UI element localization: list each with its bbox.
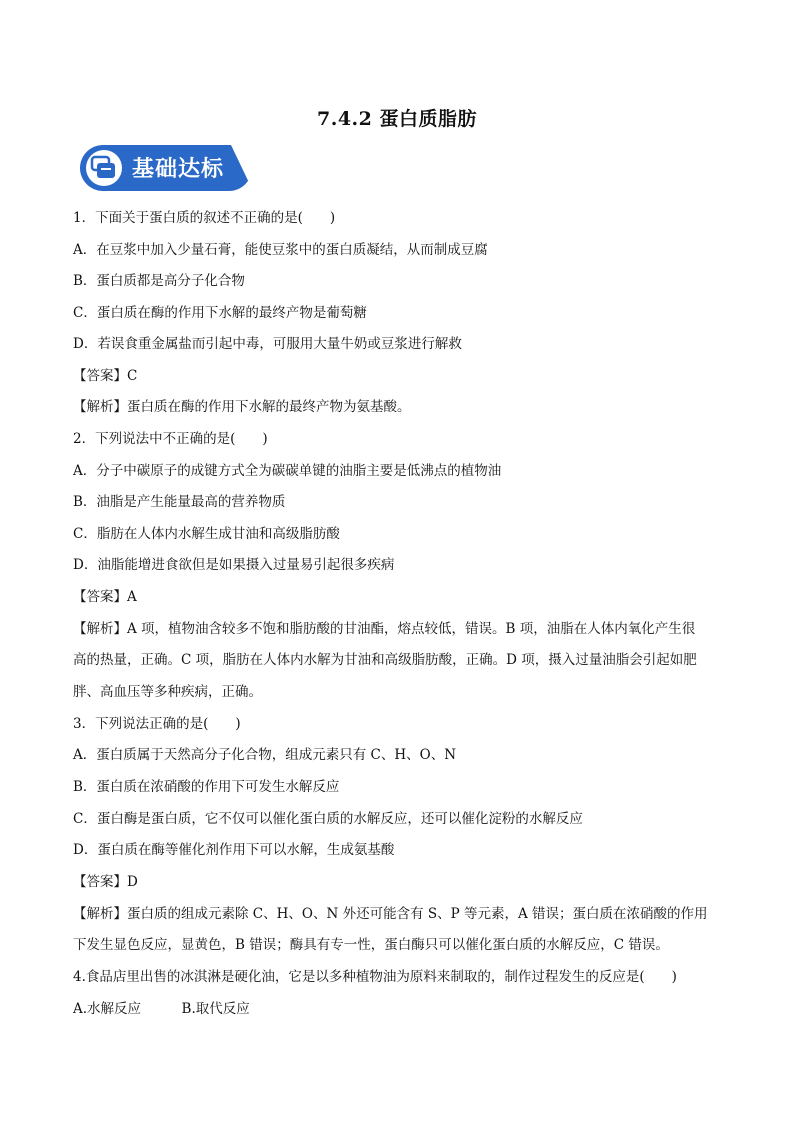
question-4-stem: 4.食品店里出售的冰淇淋是硬化油，它是以多种植物油为原料来制取的，制作过程发生的反应是( ) (73, 969, 677, 985)
question-1-stem: 1．下面关于蛋白质的叙述不正确的是( ) (73, 210, 336, 226)
question-2-option-b: B．油脂是产生能量最高的营养物质 (73, 494, 286, 510)
question-2-explanation: 【解析】A 项，植物油含较多不饱和脂肪酸的甘油酯，熔点较低，错误。B 项，油脂在人体内氧化产生很 (73, 621, 696, 637)
question-3-option-b: B．蛋白质在浓硝酸的作用下可发生水解反应 (73, 779, 340, 795)
question-2-explanation: 高的热量，正确。C 项，脂肪在人体内水解为甘油和高级脂肪酸，正确。D 项，摄入过量油脂会引起如肥 (73, 652, 697, 668)
question-1-option-b: B．蛋白质都是高分子化合物 (73, 273, 245, 289)
question-2-option-d: D．油脂能增进食欲但是如果摄入过量易引起很多疾病 (73, 557, 395, 573)
question-1-option-a: A．在豆浆中加入少量石膏，能使豆浆中的蛋白质凝结，从而制成豆腐 (73, 242, 488, 258)
question-1-option-c: C．蛋白质在酶的作用下水解的最终产物是葡萄糖 (73, 305, 367, 321)
question-1-answer: 【答案】C (73, 368, 138, 384)
question-3-stem: 3．下列说法正确的是( ) (73, 716, 241, 732)
banner-label: 基础达标 (132, 157, 225, 182)
question-2-answer: 【答案】A (73, 589, 137, 605)
question-3-explanation: 下发生显色反应，显黄色，B 错误；酶具有专一性，蛋白酶只可以催化蛋白质的水解反应，C 错误。 (73, 937, 669, 953)
question-1-option-d: D．若误食重金属盐而引起中毒，可服用大量牛奶或豆浆进行解救 (73, 336, 462, 352)
question-4-options: A.水解反应 B.取代反应 (73, 1001, 250, 1017)
question-2-explanation: 胖、高血压等多种疾病，正确。 (73, 684, 262, 700)
page-title: 7.4.2 蛋白质脂肪 (316, 108, 477, 130)
question-1-explanation: 【解析】蛋白质在酶的作用下水解的最终产物为氨基酸。 (73, 399, 411, 415)
question-3-option-a: A．蛋白质属于天然高分子化合物，组成元素只有 C、H、O、N (73, 747, 457, 763)
question-2-option-c: C．脂肪在人体内水解生成甘油和高级脂肪酸 (73, 526, 340, 542)
question-2-option-a: A．分子中碳原子的成键方式全为碳碳单键的油脂主要是低沸点的植物油 (73, 463, 502, 479)
question-3-option-c: C．蛋白酶是蛋白质，它不仅可以催化蛋白质的水解反应，还可以催化淀粉的水解反应 (73, 811, 583, 827)
question-3-explanation: 【解析】蛋白质的组成元素除 C、H、O、N 外还可能含有 S、P 等元素，A 错误；蛋白质在浓硝酸的作用 (73, 906, 708, 922)
question-3-answer: 【答案】D (73, 874, 138, 890)
question-3-option-d: D．蛋白质在酶等催化剂作用下可以水解，生成氨基酸 (73, 842, 395, 858)
section-banner (80, 145, 252, 191)
question-2-stem: 2．下列说法中不正确的是( ) (73, 431, 268, 447)
document-stack-icon (86, 150, 122, 186)
